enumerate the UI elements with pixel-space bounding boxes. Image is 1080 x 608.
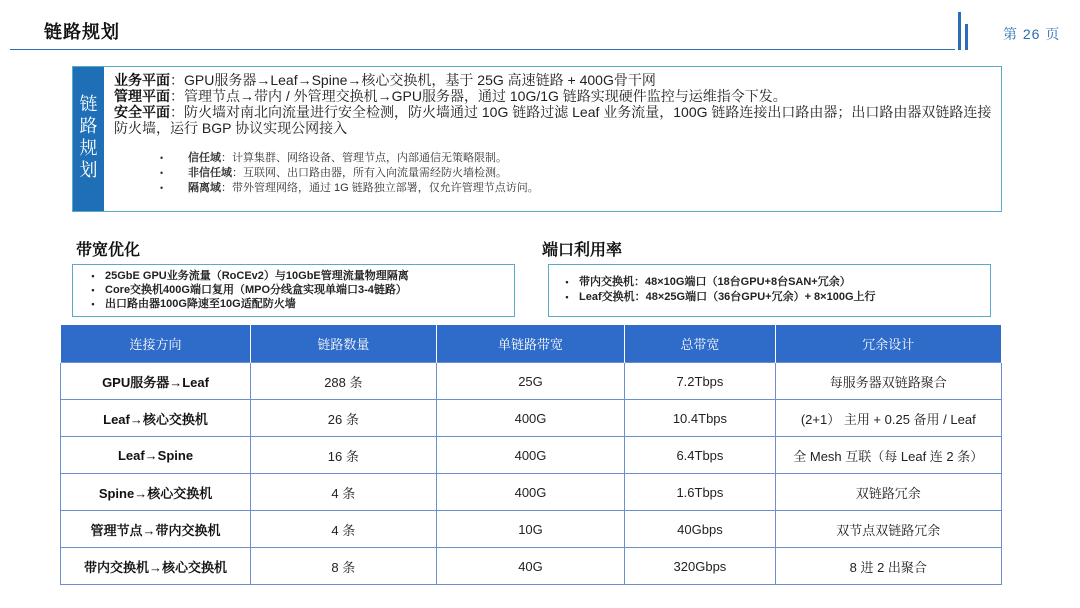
bandwidth-box — [72, 264, 515, 317]
table-header-row — [61, 325, 1002, 363]
table-cell: 4 条 — [251, 511, 437, 548]
bandwidth-item: Core交换机400G端口复用（MPO分线盒实现单端口3-4链路） — [105, 284, 407, 296]
column-header: 单链路带宽 — [436, 325, 625, 363]
business-plane — [114, 72, 994, 88]
side-char: 规 — [79, 138, 98, 158]
table-cell: Leaf→核心交换机 — [61, 400, 251, 437]
table-row — [61, 400, 1002, 437]
management-plane-label: 管理平面 — [114, 88, 170, 104]
table-cell: 管理节点→带内交换机 — [61, 511, 251, 548]
column-header: 冗余设计 — [775, 325, 1001, 363]
table-cell: Leaf→Spine — [61, 437, 251, 474]
page-number: 第 26 页 — [1003, 26, 1061, 42]
table-cell: 双节点双链路冗余 — [775, 511, 1001, 548]
table-row — [61, 548, 1002, 585]
bullet-icon: • — [160, 153, 164, 163]
management-plane — [114, 88, 994, 104]
bandwidth-item: 25GbE GPU业务流量（RoCEv2）与10GbE管理流量物理隔离 — [105, 270, 409, 282]
table-cell: 400G — [436, 437, 625, 474]
side-char: 路 — [79, 116, 98, 136]
business-plane-text: ：GPU服务器→Leaf→Spine→核心交换机，基于 25G 高速链路 + 400G骨干网 — [170, 72, 656, 88]
security-plane — [114, 104, 994, 136]
table-cell: 320Gbps — [625, 548, 775, 585]
bandwidth-section-title: 带宽优化 — [76, 242, 141, 259]
page-title: 链路规划 — [44, 22, 120, 42]
security-plane-label: 安全平面 — [114, 104, 170, 120]
zone-text: ：互联网、出口路由器，所有入向流量需经防火墙检测。 — [232, 167, 507, 179]
table-cell: 16 条 — [251, 437, 437, 474]
table-cell: 40G — [436, 548, 625, 585]
table-cell: 7.2Tbps — [625, 363, 775, 400]
zone-text: ：计算集群、网络设备、管理节点，内部通信无策略限制。 — [221, 152, 507, 164]
table-cell: 每服务器双链路聚合 — [775, 363, 1001, 400]
table-cell: (2+1） 主用 + 0.25 备用 / Leaf — [775, 400, 1001, 437]
column-header: 总带宽 — [625, 325, 775, 363]
table-cell: 4 条 — [251, 474, 437, 511]
management-plane-text: ：管理节点→带内 / 外管理交换机→GPU服务器，通过 10G/1G 链路实现硬件监控与运维指令下发。 — [170, 88, 787, 104]
column-header: 链路数量 — [251, 325, 437, 363]
table-cell: 10G — [436, 511, 625, 548]
security-zones — [160, 151, 539, 196]
list-item — [81, 283, 514, 297]
side-char: 划 — [79, 160, 98, 180]
table-cell: 25G — [436, 363, 625, 400]
header-divider — [10, 49, 955, 50]
table-cell: 双链路冗余 — [775, 474, 1001, 511]
zone-item — [160, 151, 539, 166]
column-header: 连接方向 — [61, 325, 251, 363]
table-cell: 40Gbps — [625, 511, 775, 548]
table-cell: 8 进 2 出聚合 — [775, 548, 1001, 585]
table-cell: 400G — [436, 474, 625, 511]
table-cell: GPU服务器→Leaf — [61, 363, 251, 400]
table-row — [61, 511, 1002, 548]
bullet-icon: • — [91, 271, 95, 281]
link-table — [60, 325, 1002, 585]
zone-text: ：带外管理网络，通过 1G 链路独立部署，仅允许管理节点访问。 — [221, 182, 539, 194]
table-cell: 288 条 — [251, 363, 437, 400]
table-row — [61, 363, 1002, 400]
bullet-icon: • — [91, 285, 95, 295]
zone-label: 信任域 — [188, 152, 221, 164]
port-item: 带内交换机：48×10G端口（18台GPU+8台SAN+冗余） — [579, 276, 851, 288]
table-cell: Spine→核心交换机 — [61, 474, 251, 511]
security-plane-text: ：防火墙对南北向流量进行安全检测，防火墙通过 10G 链路过滤 Leaf 业务流量，100G 链路连接出口路由器；出口路由器双链路连接防火墙，运行 BGP 协议实现公网接入 — [114, 104, 992, 136]
list-item — [555, 275, 990, 290]
port-box — [548, 264, 991, 317]
header-accent-bar-short — [965, 24, 968, 50]
port-section-title: 端口利用率 — [542, 242, 623, 259]
table-cell: 10.4Tbps — [625, 400, 775, 437]
side-char: 链 — [79, 94, 98, 114]
zone-item — [160, 166, 539, 181]
table-cell: 26 条 — [251, 400, 437, 437]
table-cell: 6.4Tbps — [625, 437, 775, 474]
business-plane-label: 业务平面 — [114, 72, 170, 88]
table-cell: 带内交换机→核心交换机 — [61, 548, 251, 585]
table-row — [61, 474, 1002, 511]
header-accent-bar — [958, 12, 961, 50]
list-item — [81, 297, 514, 311]
list-item — [555, 290, 990, 305]
bullet-icon: • — [565, 277, 569, 287]
table-cell: 400G — [436, 400, 625, 437]
bandwidth-item: 出口路由器100G降速至10G适配防火墙 — [105, 298, 296, 310]
bullet-icon: • — [160, 183, 164, 193]
port-item: Leaf交换机：48×25G端口（36台GPU+冗余）+ 8×100G上行 — [579, 291, 876, 303]
table-cell: 1.6Tbps — [625, 474, 775, 511]
list-item — [81, 269, 514, 283]
zone-item — [160, 181, 539, 196]
bullet-icon: • — [565, 292, 569, 302]
table-cell: 8 条 — [251, 548, 437, 585]
bullet-icon: • — [160, 168, 164, 178]
table-row — [61, 437, 1002, 474]
zone-label: 非信任域 — [188, 167, 232, 179]
zone-label: 隔离域 — [188, 182, 221, 194]
bullet-icon: • — [91, 299, 95, 309]
link-plan-content — [114, 72, 994, 136]
link-plan-side-label — [73, 93, 104, 181]
table-cell: 全 Mesh 互联（每 Leaf 连 2 条） — [775, 437, 1001, 474]
